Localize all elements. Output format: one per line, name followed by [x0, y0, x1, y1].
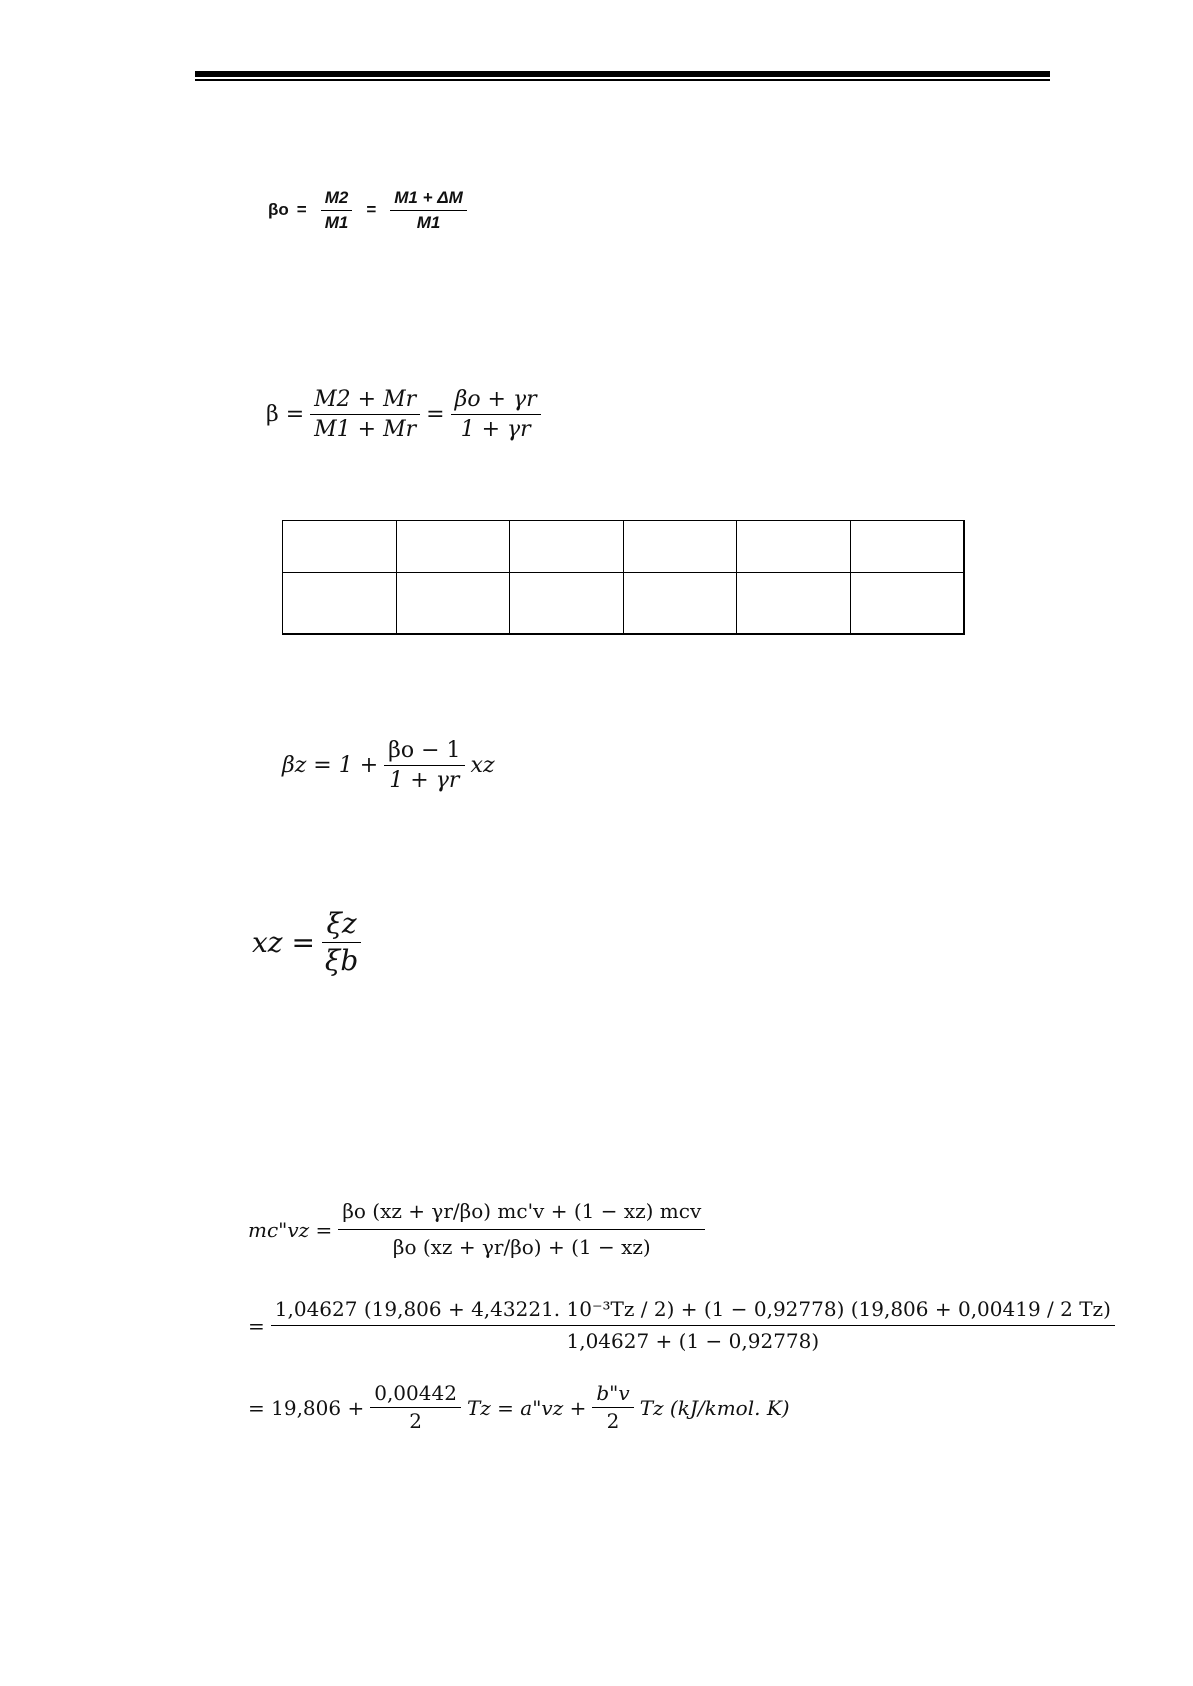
header-rule-thick [195, 71, 1050, 77]
eq5-line2-fraction [271, 1298, 1115, 1353]
eq3-lhs: βz = 1 + [282, 753, 379, 779]
equation-beta-o [268, 188, 473, 232]
eq5-line3-c: Tz (kJ/kmol. K) [639, 1395, 790, 1420]
eq2-numerator-b: βo + γr [451, 387, 541, 415]
table-cell [737, 521, 851, 573]
eq2-fraction-a [310, 387, 420, 443]
table-cell [623, 521, 737, 573]
eq4-denominator: ξb [324, 944, 359, 978]
eq5-line3-fraction [370, 1382, 461, 1433]
equation-beta [266, 387, 547, 443]
eq2-equals: = [426, 402, 445, 428]
table-cell [396, 573, 510, 634]
eq5-line2-numerator: 1,04627 (19,806 + 4,43221. 10⁻³Tz / 2) + (1 − 0,92778) (19,806 + 0,00419 / 2 Tz) [271, 1298, 1115, 1326]
eq5-line3-frac2-num: b"v [592, 1382, 633, 1408]
eq1-denominator-b: M1 [416, 212, 441, 232]
eq2-lhs: β = [266, 402, 305, 428]
eq1-numerator-b: M1 + ΔM [390, 188, 467, 211]
eq1-denominator-a: M1 [324, 212, 349, 232]
eq3-rhs: xz [470, 753, 495, 779]
eq5-line3-fraction2 [592, 1382, 633, 1433]
table-cell [396, 521, 510, 573]
table-row [283, 573, 965, 634]
table-cell [850, 521, 964, 573]
eq5-line3-b: Tz = a"vz + [466, 1395, 587, 1420]
table-cell [510, 521, 624, 573]
eq2-denominator-a: M1 + Mr [314, 417, 417, 443]
eq1-fraction-a [321, 188, 353, 232]
eq5-line3-frac2-den: 2 [606, 1409, 620, 1433]
table-cell [283, 521, 397, 573]
eq1-equals-b: = [366, 200, 377, 220]
eq1-numerator-a: M2 [321, 188, 353, 211]
eq4-fraction [321, 908, 362, 977]
eq3-fraction [384, 738, 464, 794]
table-cell [623, 573, 737, 634]
eq3-denominator: 1 + γr [389, 768, 460, 794]
equation-x-z [252, 908, 368, 977]
eq5-line2-prefix: = [248, 1313, 265, 1338]
table-cell [850, 573, 964, 634]
equation-mc-vz-substituted [248, 1298, 1121, 1353]
table-row [283, 521, 965, 573]
equation-mc-vz-result [248, 1382, 790, 1433]
eq1-lhs: βo [268, 200, 289, 220]
eq3-numerator: βo − 1 [384, 738, 464, 766]
table-cell [510, 573, 624, 634]
eq5-line3-a: = 19,806 + [248, 1395, 365, 1420]
equation-beta-z [282, 738, 495, 794]
eq4-lhs: xz = [252, 926, 315, 960]
eq2-numerator-a: M2 + Mr [310, 387, 420, 415]
eq5-line3-frac-num: 0,00442 [370, 1382, 461, 1408]
eq5-fraction [338, 1200, 705, 1259]
eq1-fraction-b [390, 188, 467, 232]
blank-table [282, 520, 965, 635]
eq2-fraction-b [451, 387, 541, 443]
eq4-numerator: ξz [322, 908, 360, 943]
table-cell [283, 573, 397, 634]
eq1-equals-a: = [296, 200, 307, 220]
eq5-numerator: βo (xz + γr/βo) mc'v + (1 − xz) mcv [338, 1200, 705, 1230]
eq2-denominator-b: 1 + γr [460, 417, 531, 443]
header-rule-thin [195, 79, 1050, 81]
eq5-line3-frac-den: 2 [409, 1409, 422, 1433]
equation-mc-vz [248, 1200, 711, 1259]
table-cell [737, 573, 851, 634]
eq5-line2-denominator: 1,04627 + (1 − 0,92778) [566, 1329, 820, 1353]
eq5-denominator: βo (xz + γr/βo) + (1 − xz) [392, 1235, 651, 1259]
eq5-lhs: mc"vz = [248, 1217, 333, 1242]
